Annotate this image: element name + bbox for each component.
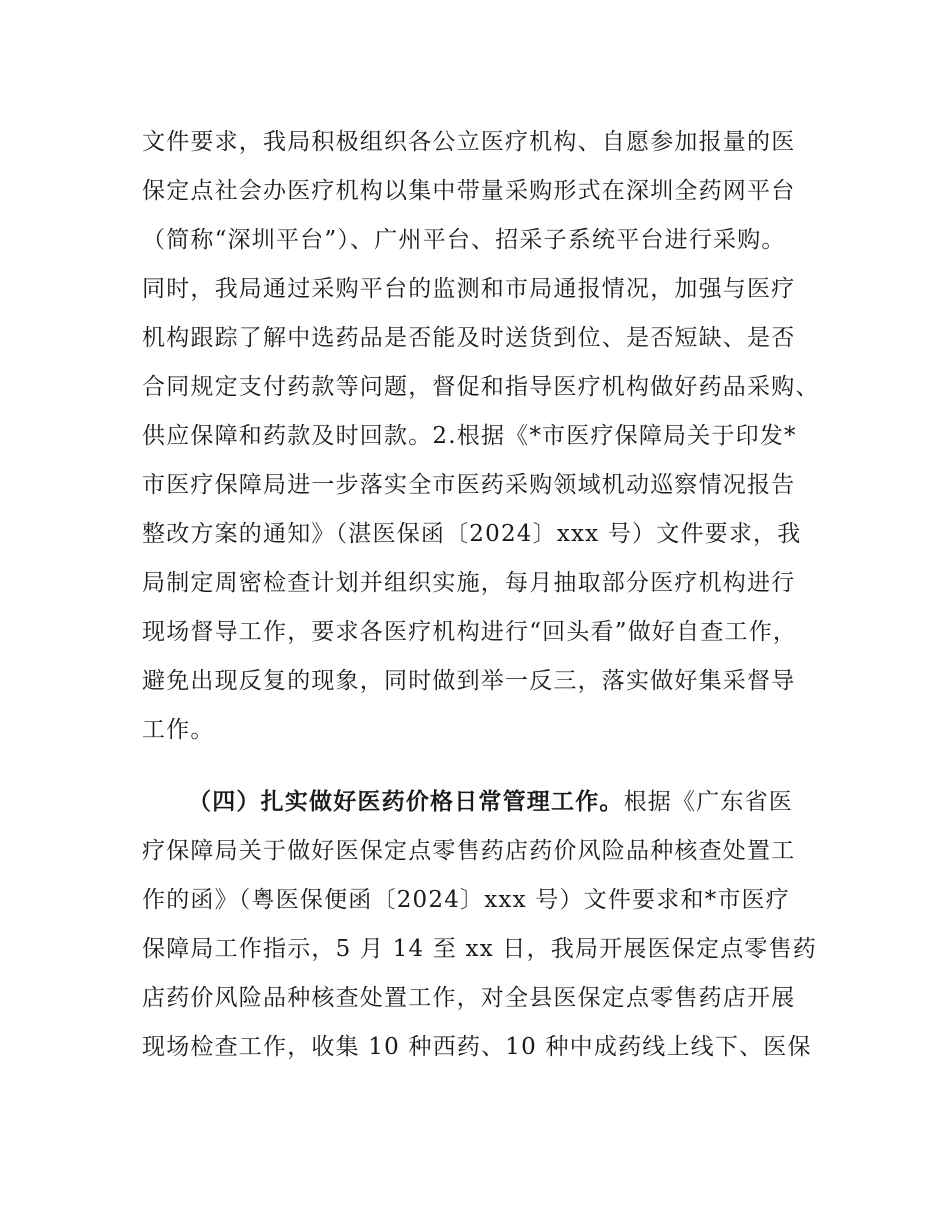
paragraph-first-line [142,786,793,818]
section-heading: （四）扎实做好医药价格日常管理工作。 [188,789,624,815]
text-line: 局制定周密检查计划并组织实施，每月抽取部分医疗机构进行 [142,570,796,596]
text-line: 市医疗保障局进一步落实全市医药采购领域机动巡察情况报告 [142,472,796,498]
text-line: 作的函》（粤医保便函〔2024〕xxx 号）文件要求和*市医疗 [142,887,790,913]
text-line: 现场督导工作，要求各医疗机构进行“回头看”做好自查工作， [142,619,798,645]
text-line: 同时，我局通过采购平台的监测和市局通报情况，加强与医疗 [142,276,796,302]
text-line: （简称“深圳平台”）、广州平台、招采子系统平台进行采购。 [142,227,786,253]
text-line: 店药价风险品种核查处置工作，对全县医保定点零售药店开展 [142,985,796,1011]
heading-continuation: 根据《广东省医 [623,789,794,815]
text-line: 工作。 [142,717,215,743]
text-line: 保定点社会办医疗机构以集中带量采购形式在深圳全药网平台 [142,178,796,204]
text-line: 避免出现反复的现象，同时做到举一反三，落实做好集采督导 [142,668,796,694]
text-line: 保障局工作指示，5 月 14 至 xx 日，我局开展医保定点零售药 [142,936,817,962]
text-line: 供应保障和药款及时回款。2.根据《*市医疗保障局关于印发* [142,423,797,449]
text-line: 整改方案的通知》（湛医保函〔2024〕xxx 号）文件要求，我 [142,521,802,547]
text-line: 合同规定支付药款等问题，督促和指导医疗机构做好药品采购、 [142,374,820,400]
text-line: 现场检查工作，收集 10 种西药、10 种中成药线上线下、医保 [142,1034,812,1060]
text-line: 文件要求，我局积极组织各公立医疗机构、自愿参加报量的医 [142,129,796,155]
text-line: 机构跟踪了解中选药品是否能及时送货到位、是否短缺、是否 [142,325,796,351]
text-line: 疗保障局关于做好医保定点零售药店药价风险品种核查处置工 [142,838,796,864]
